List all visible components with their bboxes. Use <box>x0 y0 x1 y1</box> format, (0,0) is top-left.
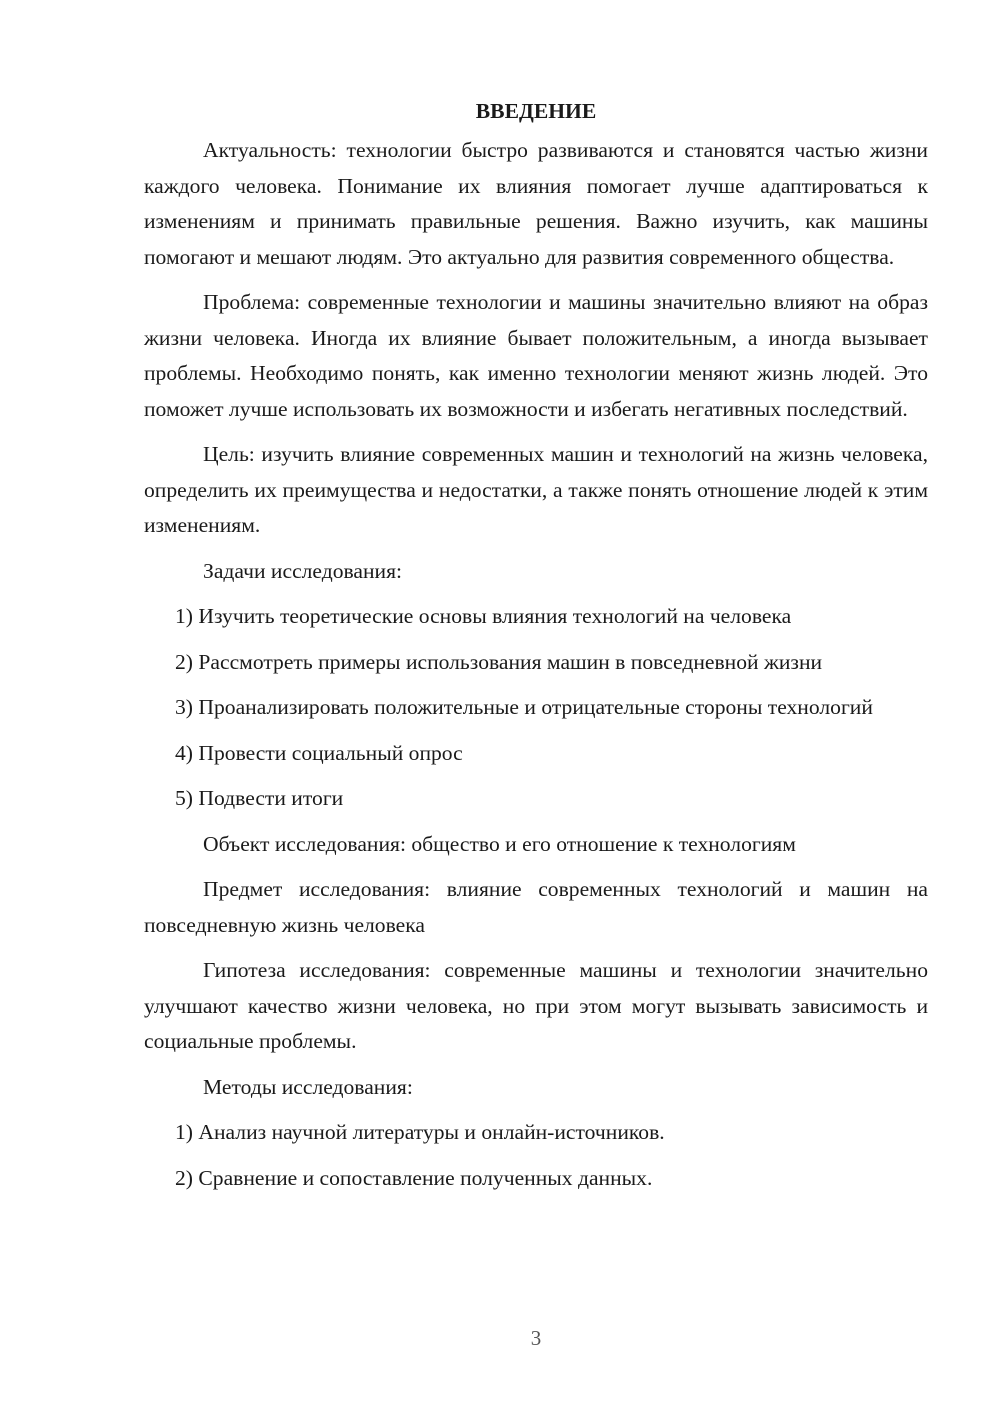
task-item: 5) Подвести итоги <box>175 786 344 810</box>
problem-paragraph: Проблема: современные технологии и машины значительно влияют на образ жизни человека. Иногда их влияние бывает положительным, а иногда вызывает проблемы. Необходимо понять, как именно технологии меняют жизнь людей. Это поможет лучше использовать их возможности и избегать негативных последствий. <box>144 290 928 421</box>
goal-paragraph: Цель: изучить влияние современных машин и технологий на жизнь человека, определить их преимущества и недостатки, а также понять отношение людей к этим изменениям. <box>144 442 928 537</box>
object-paragraph: Объект исследования: общество и его отношение к технологиям <box>203 831 796 856</box>
task-item: 1) Изучить теоретические основы влияния технологий на человека <box>175 604 792 628</box>
section-heading: ВВЕДЕНИЕ <box>475 99 597 123</box>
tasks-title: Задачи исследования: <box>203 558 403 583</box>
page-number: 3 <box>530 1326 542 1350</box>
subject-paragraph: Предмет исследования: влияние современных технологий и машин на повседневную жизнь человека <box>144 877 928 937</box>
method-item: 2) Сравнение и сопоставление полученных данных. <box>175 1165 653 1190</box>
task-item: 3) Проанализировать положительные и отрицательные стороны технологий <box>175 695 873 719</box>
task-item: 4) Провести социальный опрос <box>175 740 463 765</box>
task-item: 2) Рассмотреть примеры использования машин в повседневной жизни <box>175 649 823 674</box>
hypothesis-paragraph: Гипотеза исследования: современные машины и технологии значительно улучшают качество жизни человека, но при этом могут вызывать зависимость и социальные проблемы. <box>144 958 928 1053</box>
document-page <box>144 94 928 1206</box>
relevance-paragraph: Актуальность: технологии быстро развиваются и становятся частью жизни каждого человека. Понимание их влияния помогает лучше адаптироваться к изменениям и принимать правильные решения. Важно изучить, как машины помогают и мешают людям. Это актуально для развития современного общества. <box>144 138 928 269</box>
method-item: 1) Анализ научной литературы и онлайн-источников. <box>175 1120 665 1144</box>
methods-title: Методы исследования: <box>203 1074 413 1099</box>
